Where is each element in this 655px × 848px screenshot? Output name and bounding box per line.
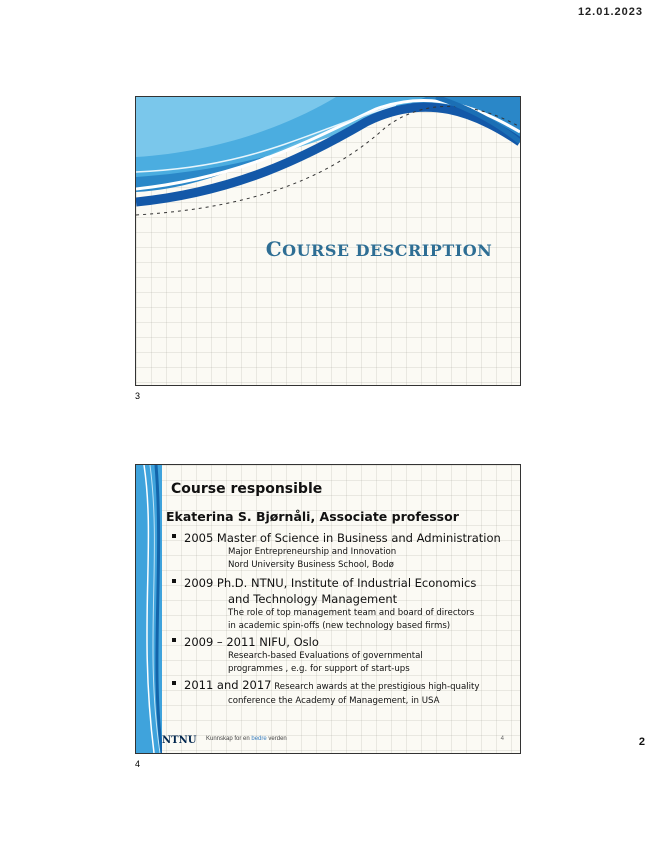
list-item: 2009 Ph.D. NTNU, Institute of Industrial Economics and Technology Management The role of top management team and board of directors in academic spin-offs (new technology based firms) <box>166 576 511 633</box>
bullet-icon <box>172 534 176 538</box>
bullet-icon <box>172 579 176 583</box>
slide-course-responsible <box>135 464 521 754</box>
slide-footer <box>162 735 512 747</box>
print-date: 12.01.2023 <box>577 6 643 18</box>
list-item: 2011 and 2017 Research awards at the prestigious high-quality conference the Academy of Management, in USA <box>166 678 511 708</box>
ntnu-logo: NTNU <box>162 735 197 746</box>
slide-course-description <box>135 96 521 386</box>
left-wave-band <box>136 465 162 753</box>
person-name: Ekaterina S. Bjørnåli, Associate professor <box>166 509 459 524</box>
slide-heading: Course responsible <box>171 481 323 497</box>
slide-number: 3 <box>135 391 141 401</box>
slide-title: COURSE DESCRIPTION <box>265 237 493 261</box>
bullet-icon <box>172 681 176 685</box>
footer-page-number: 4 <box>500 736 504 742</box>
footer-tagline: Kunnskap for en bedre verden <box>206 736 287 742</box>
list-item: 2009 – 2011 NIFU, Oslo Research-based Evaluations of governmental programmes , e.g. for support of start-ups <box>166 635 511 676</box>
list-item: 2005 Master of Science in Business and Administration Major Entrepreneurship and Innovation Nord University Business School, Bodø <box>166 531 511 572</box>
page-number: 2 <box>638 736 645 748</box>
slide-number: 4 <box>135 759 141 769</box>
bullet-icon <box>172 638 176 642</box>
